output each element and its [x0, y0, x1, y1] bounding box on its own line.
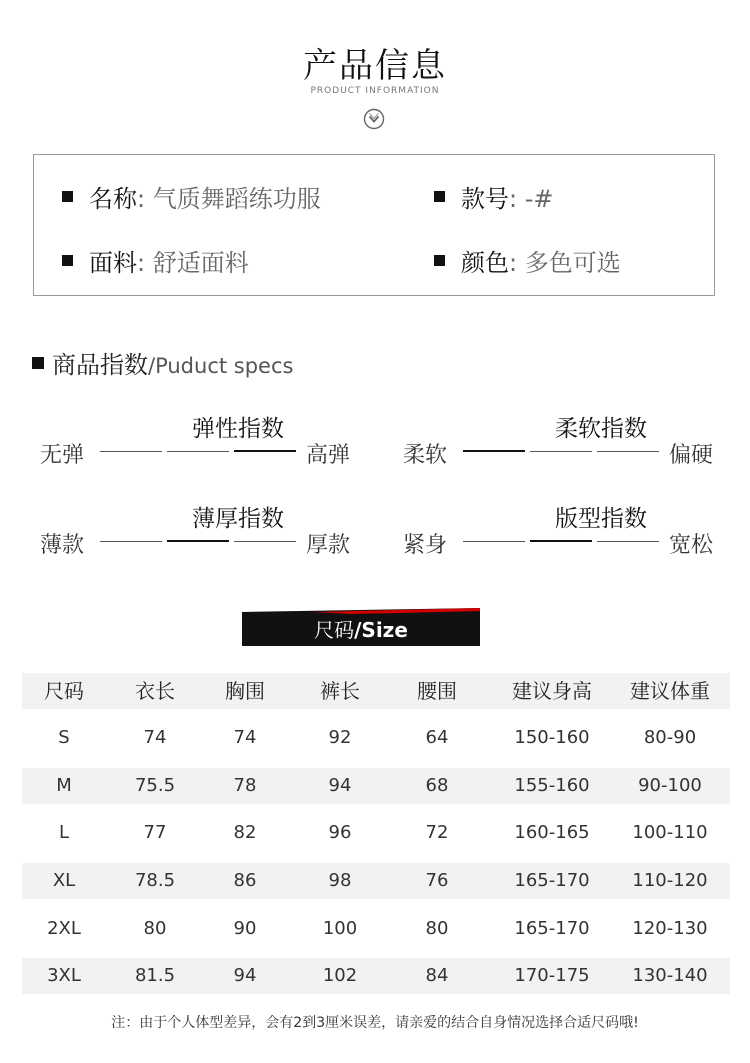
table-cell: 3XL	[47, 965, 81, 986]
index-title: 版型指数	[555, 506, 647, 532]
separator: :	[137, 185, 146, 213]
index-segment	[100, 451, 162, 452]
index-segment	[100, 541, 162, 542]
page-subtitle: PRODUCT INFORMATION	[310, 86, 440, 96]
table-cell: 165-170	[514, 918, 590, 939]
style-label: 款号	[461, 185, 509, 213]
index-max-label: 宽松	[669, 533, 714, 558]
table-cell: 150-160	[514, 727, 590, 748]
style-value: -#	[524, 185, 554, 213]
color-label: 颜色	[461, 249, 509, 277]
table-cell: 86	[233, 870, 257, 891]
index-segment-active	[167, 540, 229, 542]
table-row	[22, 863, 730, 899]
fabric-label: 面料	[89, 249, 137, 277]
table-header-cell: 裤长	[320, 679, 360, 703]
table-header-cell: 腰围	[417, 679, 457, 703]
color-value: 多色可选	[524, 249, 621, 277]
index-max-label: 高弹	[306, 443, 351, 468]
page-title: 产品信息	[303, 46, 447, 86]
index-segment	[530, 451, 592, 452]
index-segment-active	[234, 450, 296, 452]
table-cell: 98	[328, 870, 352, 891]
specs-heading-en: /Puduct specs	[148, 354, 294, 378]
table-header-cell: 胸围	[225, 679, 265, 703]
table-cell: 80-90	[643, 727, 697, 748]
index-min-label: 薄款	[40, 533, 85, 558]
size-banner-en: /Size	[354, 618, 408, 642]
table-cell: 64	[425, 727, 449, 748]
table-cell: 75.5	[134, 775, 176, 796]
fabric-value: 舒适面料	[152, 249, 249, 277]
index-title: 弹性指数	[192, 416, 284, 442]
table-header-row	[22, 673, 730, 709]
bullet-square-icon	[434, 191, 445, 202]
separator: :	[509, 249, 518, 277]
table-cell: 170-175	[514, 965, 590, 986]
table-cell: 155-160	[514, 775, 590, 796]
info-name	[62, 179, 321, 214]
index-segment	[167, 451, 229, 452]
bullet-square-icon	[434, 255, 445, 266]
chevron-down-circle-icon	[363, 108, 385, 130]
index-segment	[597, 541, 659, 542]
index-min-label: 紧身	[403, 533, 448, 558]
table-row	[22, 958, 730, 994]
name-value: 气质舞蹈练功服	[152, 185, 321, 213]
info-style	[434, 179, 554, 214]
table-row	[22, 911, 730, 947]
table-cell: 90	[233, 918, 257, 939]
index-min-label: 无弹	[40, 443, 85, 468]
index-title: 柔软指数	[555, 416, 647, 442]
table-row	[22, 720, 730, 756]
table-cell: 82	[233, 822, 257, 843]
table-cell: 78.5	[134, 870, 176, 891]
specs-heading-cn: 商品指数	[52, 351, 148, 379]
table-cell: XL	[52, 870, 76, 891]
info-fabric	[62, 243, 249, 278]
specs-heading	[32, 345, 293, 380]
table-cell: 74	[143, 727, 167, 748]
table-cell: 77	[143, 822, 167, 843]
index-segment	[597, 451, 659, 452]
table-cell: 100-110	[632, 822, 708, 843]
table-cell: 80	[143, 918, 167, 939]
separator: :	[137, 249, 146, 277]
table-cell: 130-140	[632, 965, 708, 986]
index-min-label: 柔软	[403, 443, 448, 468]
table-cell: L	[58, 822, 70, 843]
table-cell: 92	[328, 727, 352, 748]
separator: :	[509, 185, 518, 213]
size-note: 注：由于个人体型差异，会有2到3厘米误差，请亲爱的结合自身情况选择合适尺码哦!	[111, 1015, 639, 1031]
table-row	[22, 815, 730, 851]
table-cell: 80	[425, 918, 449, 939]
index-segment-active	[530, 540, 592, 542]
table-cell: 100	[322, 918, 358, 939]
table-cell: 102	[322, 965, 358, 986]
table-cell: 78	[233, 775, 257, 796]
table-cell: 74	[233, 727, 257, 748]
table-cell: 160-165	[514, 822, 590, 843]
index-segment-active	[463, 450, 525, 452]
name-label: 名称	[89, 185, 137, 213]
info-color	[434, 243, 621, 278]
table-header-cell: 尺码	[44, 679, 84, 703]
table-cell: 94	[233, 965, 257, 986]
table-cell: M	[56, 775, 72, 796]
size-banner-cn: 尺码	[314, 618, 355, 642]
table-cell: 2XL	[47, 918, 81, 939]
size-banner-title	[242, 614, 480, 643]
table-cell: 96	[328, 822, 352, 843]
table-cell: 90-100	[638, 775, 702, 796]
table-header-cell: 建议体重	[630, 679, 710, 703]
table-cell: 76	[425, 870, 449, 891]
index-title: 薄厚指数	[192, 506, 284, 532]
index-segment	[463, 541, 525, 542]
table-header-cell: 建议身高	[512, 679, 592, 703]
table-cell: 94	[328, 775, 352, 796]
product-info-box	[33, 154, 715, 296]
table-cell: 72	[425, 822, 449, 843]
table-cell: 84	[425, 965, 449, 986]
bullet-square-icon	[62, 255, 73, 266]
table-cell: 165-170	[514, 870, 590, 891]
index-segment	[234, 541, 296, 542]
bullet-square-icon	[62, 191, 73, 202]
table-cell: 81.5	[134, 965, 176, 986]
index-max-label: 厚款	[306, 533, 351, 558]
index-max-label: 偏硬	[669, 443, 714, 468]
table-header-cell: 衣长	[135, 679, 175, 703]
bullet-square-icon	[32, 357, 44, 369]
table-cell: 68	[425, 775, 449, 796]
table-cell: 110-120	[632, 870, 708, 891]
table-cell: 120-130	[632, 918, 708, 939]
table-cell: S	[58, 727, 70, 748]
table-row	[22, 768, 730, 804]
